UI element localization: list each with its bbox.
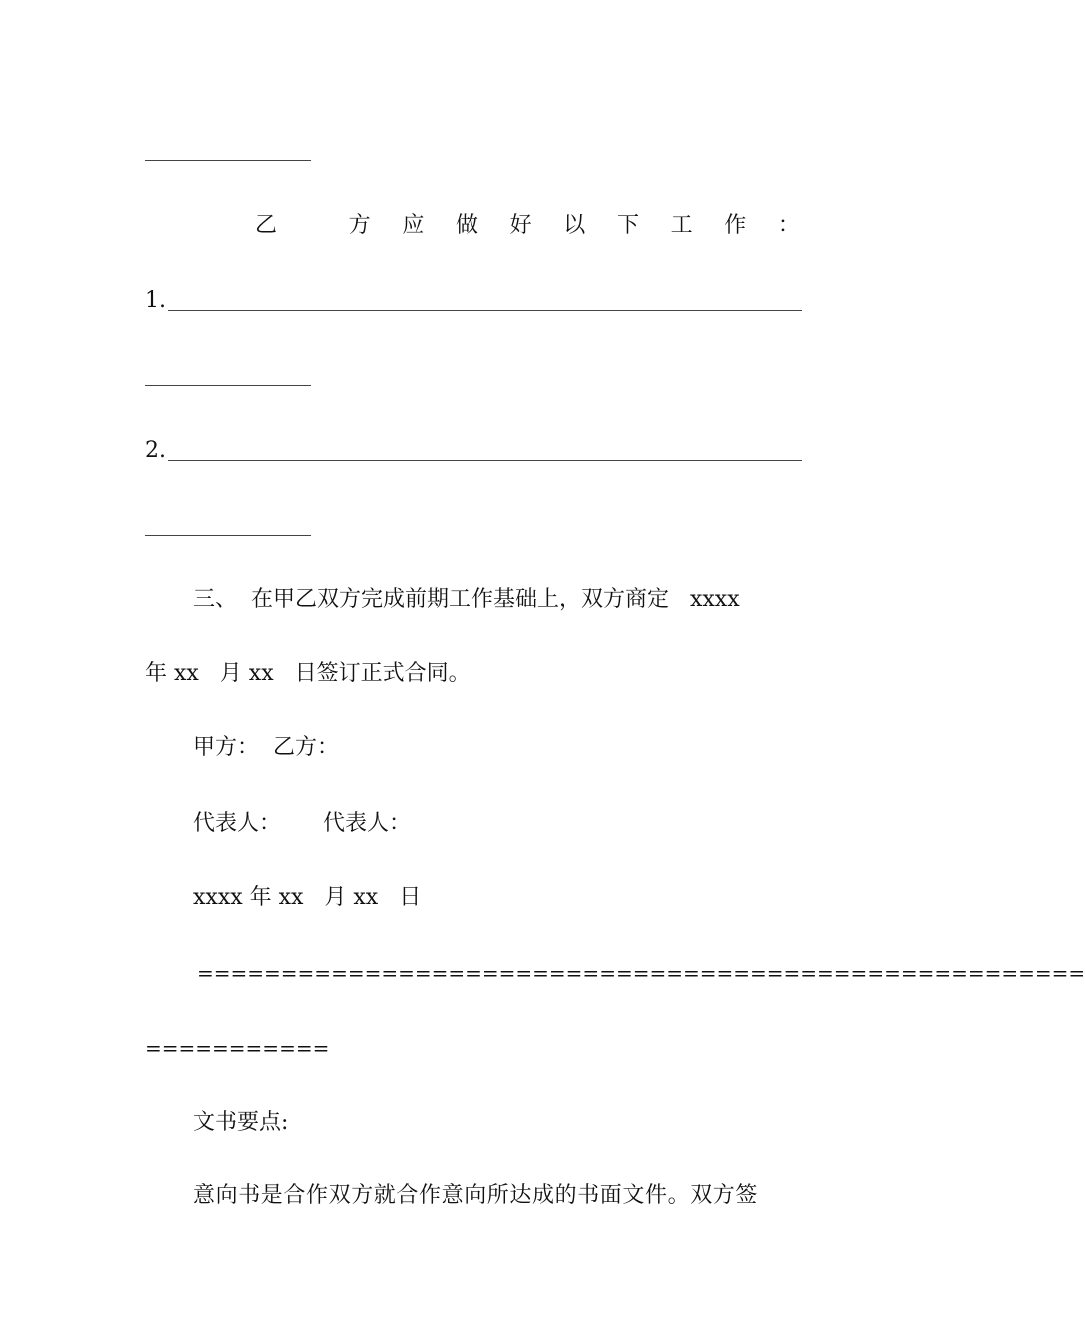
heading-char: 应 (402, 213, 425, 238)
separator-line-1: ===================================================== (197, 961, 1085, 985)
separator-line-2: =========== (145, 1036, 330, 1060)
heading-char: ： (777, 213, 800, 238)
section-3-line-1: 三、 在甲乙双方完成前期工作基础上，双方商定 xxxx (193, 587, 740, 612)
heading-char: 下 (616, 213, 639, 238)
notes-heading: 文书要点: (193, 1110, 289, 1135)
item-1-underline (168, 310, 802, 311)
blank-underline (145, 160, 311, 161)
heading-char: 作 (724, 213, 747, 238)
heading-char: 以 (563, 213, 586, 238)
heading-char: 乙 (255, 213, 278, 238)
date-line: xxxx 年 xx 月 xx 日 (193, 885, 422, 910)
heading-char: 方 (348, 213, 371, 238)
item-2-number: 2. (145, 438, 166, 463)
heading-char: 好 (509, 213, 532, 238)
section-3-line-2: 年 xx 月 xx 日签订正式合同。 (145, 661, 471, 686)
party-signature-line: 甲方： 乙方： (193, 735, 339, 760)
party-b-duties-heading (145, 211, 800, 241)
item-1-underline-continued (145, 385, 311, 386)
heading-char: 工 (670, 213, 693, 238)
item-1-number: 1. (145, 288, 166, 313)
item-2-underline-continued (145, 535, 311, 536)
item-2-underline (168, 460, 802, 461)
notes-body: 意向书是合作双方就合作意向所达成的书面文件。双方签 (193, 1183, 759, 1208)
representative-line: 代表人： 代表人： (193, 811, 411, 836)
heading-char: 做 (455, 213, 478, 238)
